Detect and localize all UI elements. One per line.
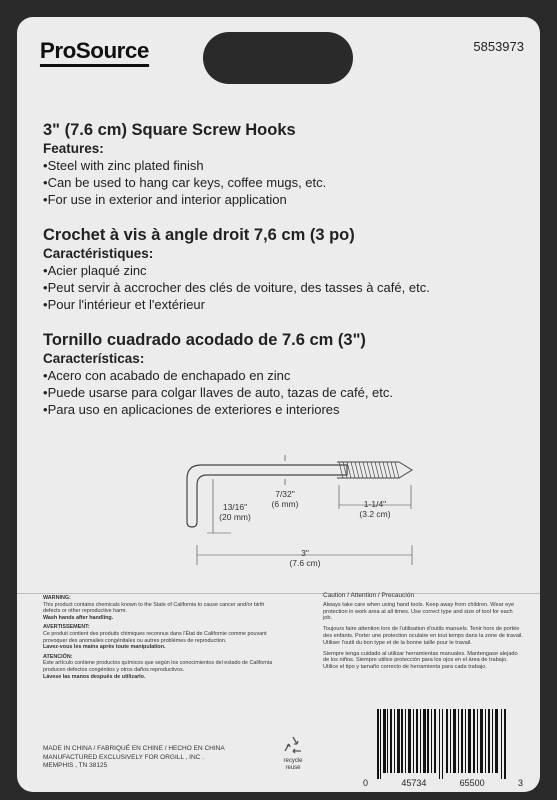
spanish-feature: • Para uso en aplicaciones de exteriores e interiores (43, 401, 523, 418)
french-section (43, 225, 523, 313)
english-feature: • Steel with zinc plated finish (43, 157, 523, 174)
caution-block: Caution / Attention / Precaución Always take care when using hand tools. Keep away from children. Wear eye protection in work area at all times. Use correct type and size of tool for each job. Toujours faire attention lors de l'utilisation d'outils manuels. Tenir hors de portée des enfants. Porter une protection oculaire en tout temps dans la zone de travail. Utiliser l'outil du bon type et de la bonne taille pour le travail. Siempre tenga cuidado al utilizar herramientas manuales. Mantengase alejado de los niños. Siempre utilice protección para los ojos en el área de trabajo. Utilice el tipo y tamaño correcto de herramienta para cada trabajo. (323, 592, 523, 671)
upc-barcode (377, 709, 507, 779)
diameter-dimension: 7/32" (6 mm) (271, 489, 299, 509)
english-feature: • For use in exterior and interior application (43, 191, 523, 208)
sku-number: 5853973 (473, 39, 524, 54)
spanish-feature: • Puede usarse para colgar llaves de auto, tazas de café, etc. (43, 384, 523, 401)
hang-hole (203, 32, 353, 84)
french-feature: • Acier plaqué zinc (43, 262, 523, 279)
spanish-features-label: Características: (43, 351, 145, 366)
english-section (43, 120, 523, 208)
upc-digits: 0 45734 65500 3 (363, 778, 523, 788)
made-in-info: MADE IN CHINA / FABRIQUÉ EN CHINE / HECHO EN CHINA MANUFACTURED EXCLUSIVELY FOR ORGILL , INC . MEMPHIS , TN 38125 (43, 745, 225, 769)
spanish-title: Tornillo cuadrado acodado de 7.6 cm (3") (43, 331, 366, 349)
prop65-warning: WARNING: This product contains chemicals known to the State of California to cause cancer and/or birth defects or other reproductive harm. Wash hands after handling. AVERTISSEMENT: Ce produit contient des produits chimiques reconnus dans l'État de Californie comme pouvant provoquer des anomalies congénitales ou autres problèmes de reproduction. Lavez-vous les mains après toute manipulation. ATENCIÓN: Este artículo contiene productos químicos que según los conocimientos del estado de California producen defectos congénitos y otros daños reproductivos. Lávese las manos después de utilizarlo. (43, 595, 273, 680)
screw-hook-diagram (167, 447, 427, 577)
length-dimension: 3" (7.6 cm) (289, 548, 321, 568)
spanish-feature: • Acero con acabado de enchapado en zinc (43, 367, 523, 384)
french-feature: • Peut servir à accrocher des clés de voiture, des tasses à café, etc. (43, 279, 523, 296)
height-dimension: 13/16" (20 mm) (219, 502, 251, 522)
recycle-logo: recycle reuse (275, 735, 311, 772)
french-features-label: Caractéristiques: (43, 246, 154, 261)
english-title: 3" (7.6 cm) Square Screw Hooks (43, 121, 296, 139)
caution-heading: Caution / Attention / Precaución (323, 592, 415, 599)
package-card (17, 17, 540, 792)
english-features-label: Features: (43, 141, 104, 156)
brand-logo: ProSource (40, 39, 149, 67)
english-feature: • Can be used to hang car keys, coffee mugs, etc. (43, 174, 523, 191)
spanish-section (43, 330, 523, 418)
french-feature: • Pour l'intérieur et l'extérieur (43, 296, 523, 313)
recycle-icon (282, 735, 304, 755)
french-title: Crochet à vis à angle droit 7,6 cm (3 po) (43, 226, 355, 244)
thread-dimension: 1-1/4" (3.2 cm) (359, 499, 391, 519)
